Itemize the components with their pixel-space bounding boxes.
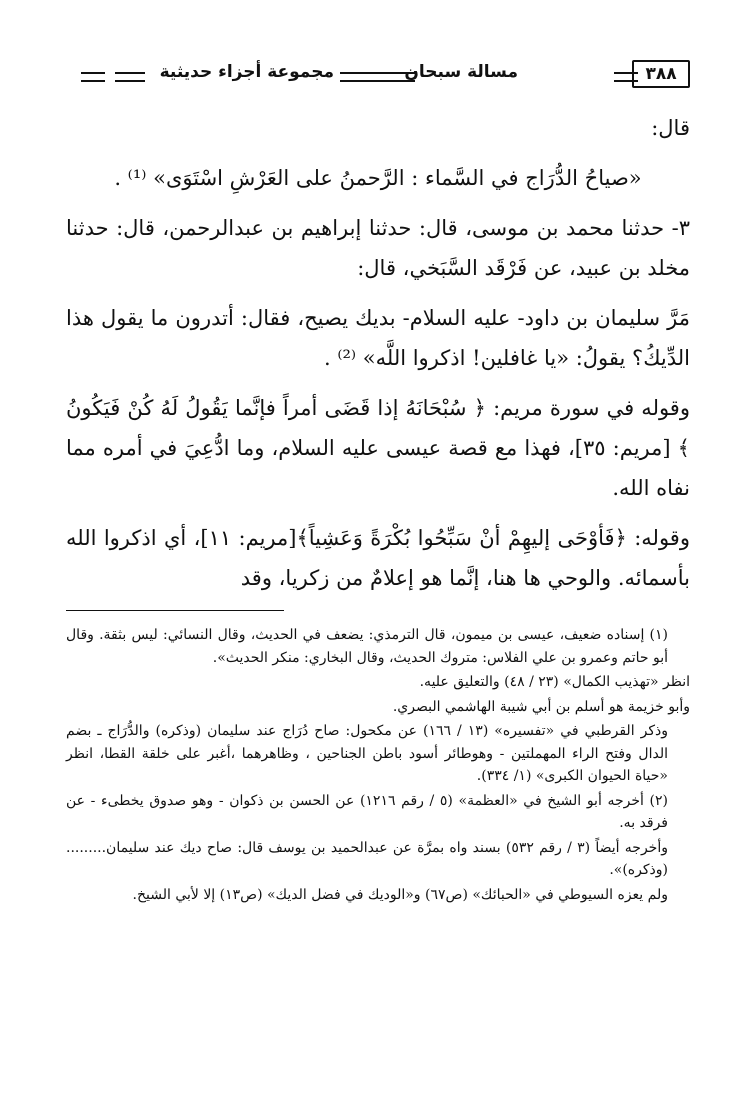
main-text <box>66 108 690 608</box>
footnote: ولم يعزه السيوطي في «الحبائك» (ص٦٧) و«الوديك في فضل الديك» (ص١٣) إلا لأبي الشيخ. <box>132 886 668 903</box>
page-number: ٣٨٨ <box>632 60 690 88</box>
footnote: انظر «تهذيب الكمال» (٢٣ / ٤٨) والتعليق عليه. <box>419 674 690 690</box>
footnotes <box>66 624 690 908</box>
paragraph: وقوله في سورة مريم: ﴿ سُبْحَانَهُ إذا قَضَى أمراً فإنَّما يَقُولُ لَهُ كُنْ فَيَكُونُ ﴾ [مريم: ٣٥]، فهذا مع قصة عيسى عليه السلام، وما ادُّعِيَ في أمره مما نفاه الله. <box>66 396 690 500</box>
header-rule <box>81 72 105 82</box>
book-title: مجموعة أجزاء حديثية <box>156 60 338 84</box>
footnote: وأخرجه أيضاً (٣ / رقم ٥٣٢) بسند واه بمرَّة عن عبدالحميد بن يوسف قال: صاح ديك عند سليمان.........(وذكره)». <box>66 839 668 878</box>
page-header <box>72 58 690 92</box>
header-rule <box>340 72 415 82</box>
footnote: وأبو خزيمة هو أسلم بن أبي شيبة الهاشمي البصري. <box>392 698 690 715</box>
header-rule <box>115 72 145 82</box>
chapter-title: مسالة سبحان <box>400 60 522 84</box>
footnote: (١) إسناده ضعيف، عيسى بن ميمون، قال الترمذي: يضعف في الحديث، وقال النسائي: ليس بثقة. وقال أبو حاتم وعمرو بن علي الفلاس: متروك الحديث، وقال البخاري: منكر الحديث». <box>66 627 668 666</box>
paragraph: مَرَّ سليمان بن داود- عليه السلام- بديك يصيح، فقال: أتدرون ما يقول هذا الدِّيكُ؟ يقولُ: «يا غافلين! اذكروا اللَّه» ⁽²⁾ . <box>66 306 690 370</box>
footnote: وذكر القرطبي في «تفسيره» (١٣ / ١٦٦) عن مكحول: صاح دُرَاج عند سليمان (وذكره) والدُّرَاج ـ بضم الدال وفتح الراء المهملتين - وهوطائر أسود باطن الجناحين ، وظاهرهما ،أغبر على خلقة القطا، انظر «حياة الحيوان الكبرى» (١/ ٣٣٤). <box>66 723 668 784</box>
paragraph: وقوله: ﴿فَأوْحَى إليهِمْ أنْ سَبِّحُوا بُكْرَةً وَعَشِياً﴾[مريم: ١١]، أي اذكروا الله بأسمائه. والوحي ها هنا، إنَّما هو إعلامٌ من زكريا، وقد <box>66 526 690 590</box>
footnote-divider <box>66 610 284 611</box>
header-rule <box>614 72 638 82</box>
paragraph: ٣- حدثنا محمد بن موسى، قال: حدثنا إبراهيم بن عبدالرحمن، قال: حدثنا مخلد بن عبيد، عن فَرْقَد السَّبَخي، قال: <box>66 216 690 280</box>
footnote: (٢) أخرجه أبو الشيخ في «العظمة» (٥ / رقم ١٢١٦) عن الحسن بن ذكوان - وهو صدوق يخطىء - عن فرقد به. <box>66 792 669 831</box>
paragraph: قال: <box>651 116 690 140</box>
quote-paragraph: «صياحُ الدُّرَاج في السَّماء : الرَّحمنُ على العَرْشِ اسْتَوَى» ⁽¹⁾ . <box>114 166 642 190</box>
